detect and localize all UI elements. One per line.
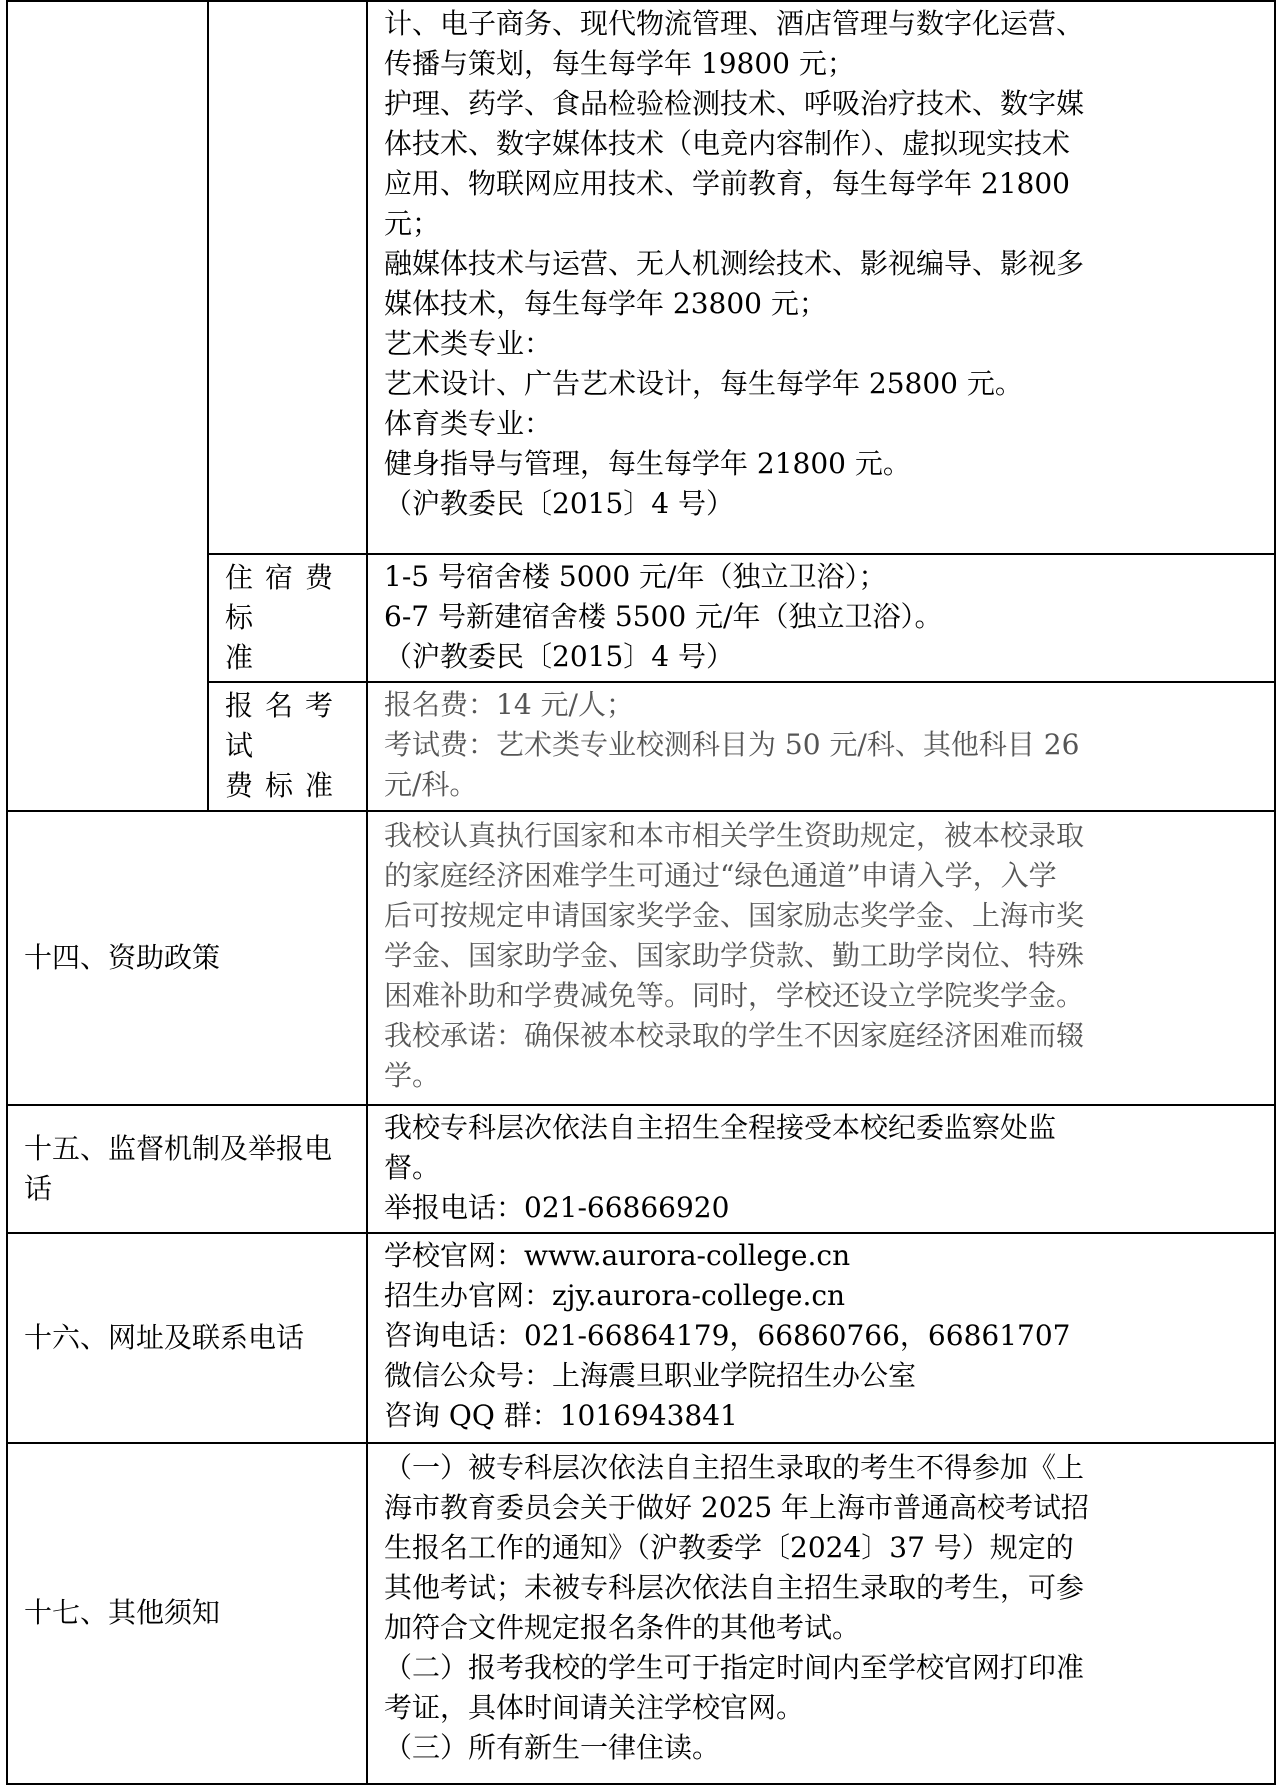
section-14-line: 困难补助和学费减免等。同时，学校还设立学院奖学金。 [384,978,1085,1012]
section-15-line: 举报电话：021-66866920 [384,1190,730,1224]
tuition-line: （沪教委民〔2015〕4 号） [384,487,734,520]
section-14-row [7,811,1275,1105]
section-17-content [367,1443,1275,1784]
label-line: 住宿费标 [225,561,346,635]
tuition-content [367,1,1275,554]
label-line: 十五、监督机制及举报电 [24,1131,333,1165]
section-17-line: 其他考试；未被专科层次依法自主招生录取的考生，可参 [384,1570,1085,1604]
tuition-line: 健身指导与管理，每生每学年 21800 元。 [384,447,911,480]
section-15-content [367,1105,1275,1233]
section-14-line: 的家庭经济困难学生可通过“绿色通道”申请入学，入学 [384,858,1057,892]
section-17-line: （二）报考我校的学生可于指定时间内至学校官网打印准 [384,1650,1085,1684]
exam-fee-line: 考试费：艺术类专业校测科目为 50 元/科、其他科目 26 [384,728,1080,762]
consult-phone-line: 咨询电话：021-66864179，66860766，66861707 [384,1319,1071,1353]
exam-fee-content [367,682,1275,810]
accommodation-line: 6-7 号新建宿舍楼 5500 元/年（独立卫浴）。 [384,599,943,633]
section-17-line: 加符合文件规定报名条件的其他考试。 [384,1610,861,1644]
tuition-line: 计、电子商务、现代物流管理、酒店管理与数字化运营、 [384,7,1085,40]
school-website-line: 学校官网：www.aurora-college.cn [384,1239,851,1273]
section-17-label: 十七、其他须知 [7,1443,367,1784]
section-14-label: 十四、资助政策 [7,811,367,1105]
qq-group-line: 咨询 QQ 群：1016943841 [384,1399,738,1433]
section-17-line: 海市教育委员会关于做好 2025 年上海市普通高校考试招 [384,1490,1090,1524]
admissions-info-table [6,0,1276,1785]
label-line: 报名考试 [225,689,346,763]
label-line: 费标准 [225,769,346,803]
label-line: 准 [225,641,266,675]
tuition-label-cell [208,1,367,554]
section-14-line: 我校承诺：确保被本校录取的学生不因家庭经济困难而辍 [384,1018,1085,1052]
tuition-line: 融媒体技术与运营、无人机测绘技术、影视编导、影视多 [384,247,1085,280]
section-17-line: （三）所有新生一律住读。 [384,1730,721,1764]
section-15-row [7,1105,1275,1233]
section-15-line: 我校专科层次依法自主招生全程接受本校纪委监察处监 [384,1110,1057,1144]
admissions-website-line: 招生办官网：zjy.aurora-college.cn [384,1279,846,1313]
accommodation-line: 1-5 号宿舍楼 5000 元/年（独立卫浴）； [384,559,887,593]
section-17-line: 考证，具体时间请关注学校官网。 [384,1690,805,1724]
accommodation-content [367,554,1275,682]
section-15-line: 督。 [384,1150,441,1184]
tuition-row [7,1,1275,554]
exam-fee-line: 报名费：14 元/人； [384,688,634,722]
tuition-line: 艺术类专业： [384,327,553,360]
tuition-line: 体育类专业： [384,407,553,440]
section-17-line: 生报名工作的通知》（沪教委学〔2024〕37 号）规定的 [384,1530,1074,1564]
tuition-line: 传播与策划，每生每学年 19800 元； [384,47,855,80]
section-14-line: 学。 [384,1058,441,1092]
label-line: 话 [24,1171,53,1205]
wechat-account-line: 微信公众号：上海震旦职业学院招生办公室 [384,1359,917,1393]
section-14-line: 我校认真执行国家和本市相关学生资助规定，被本校录取 [384,818,1085,852]
section-16-content [367,1233,1275,1443]
section-17-row [7,1443,1275,1784]
section-16-row [7,1233,1275,1443]
tuition-line: 媒体技术，每生每学年 23800 元； [384,287,827,320]
tuition-line: 艺术设计、广告艺术设计，每生每学年 25800 元。 [384,367,1023,400]
exam-fee-label [208,682,367,810]
tuition-line: 护理、药学、食品检验检测技术、呼吸治疗技术、数字媒 [384,87,1085,120]
section-14-line: 学金、国家助学金、国家助学贷款、勤工助学岗位、特殊 [384,938,1085,972]
accommodation-line: （沪教委民〔2015〕4 号） [384,639,734,673]
section-17-line: （一）被专科层次依法自主招生录取的考生不得参加《上 [384,1450,1085,1484]
section-15-label [7,1105,367,1233]
section-14-line: 后可按规定申请国家奖学金、国家励志奖学金、上海市奖 [384,898,1085,932]
tuition-line: 体技术、数字媒体技术（电竞内容制作）、虚拟现实技术 [384,127,1071,160]
tuition-line: 元； [384,207,441,240]
section-16-label: 十六、网址及联系电话 [7,1233,367,1443]
tuition-line: 应用、物联网应用技术、学前教育，每生每学年 21800 [384,167,1070,200]
section-14-content [367,811,1275,1105]
fees-section-label-cell [7,1,208,811]
accommodation-label [208,554,367,682]
exam-fee-line: 元/科。 [384,768,478,802]
